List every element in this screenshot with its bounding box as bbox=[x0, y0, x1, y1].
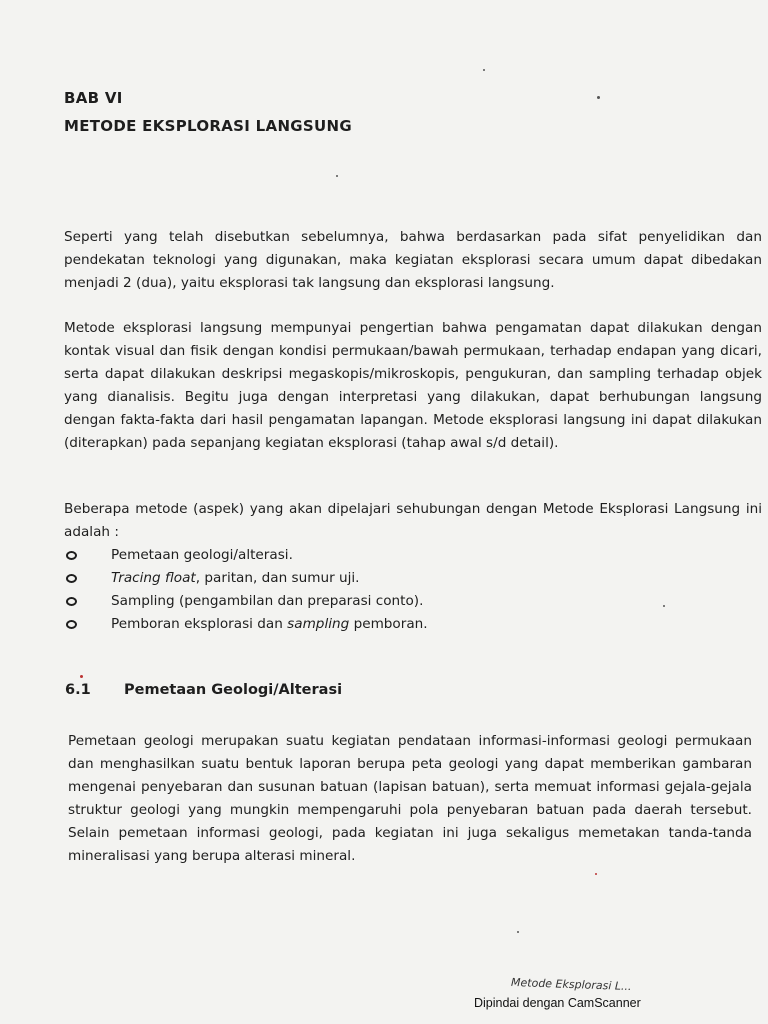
chapter-label: BAB VI bbox=[64, 89, 123, 107]
intro-paragraph-3: Beberapa metode (aspek) yang akan dipelajari sehubungan dengan Metode Eksplorasi Langsung ini adalah : bbox=[64, 501, 762, 540]
list-item-text bbox=[111, 613, 428, 636]
intro-paragraph-1: Seperti yang telah disebutkan sebelumnya, bahwa berdasarkan pada sifat penyelidikan dan pendekatan teknologi yang digunakan, maka kegiatan eksplorasi secara umum dapat dibedakan menjadi 2 (dua), yaitu eksplorasi tak langsung dan eksplorasi langsung. bbox=[64, 229, 762, 291]
list-item-text bbox=[111, 567, 360, 590]
list-item bbox=[64, 590, 484, 613]
list-item-text: Pemetaan geologi/alterasi. bbox=[111, 547, 293, 563]
intro-paragraph-2: Metode eksplorasi langsung mempunyai pengertian bahwa pengamatan dapat dilakukan dengan kontak visual dan fisik dengan kondisi permukaan/bawah permukaan, terhadap endapan yang dicari, serta dapat dilakukan deskripsi megaskopis/mikroskopis, pengukuran, dan sampling terhadap objek yang dianalisis. Begitu juga dengan interpretasi yang dilakukan, dapat berhubungan langsung dengan fakta-fakta dari hasil pengamatan lapangan. Metode eksplorasi langsung ini dapat dilakukan (diterapkan) pada sepanjang kegiatan eksplorasi (tahap awal s/d detail). bbox=[64, 320, 762, 451]
list-item bbox=[64, 613, 484, 636]
scan-speck bbox=[595, 873, 597, 875]
list-item-lead: Pemboran eksplorasi dan bbox=[111, 616, 288, 632]
list-item bbox=[64, 567, 484, 590]
list-item-rest: , paritan, dan sumur uji. bbox=[195, 570, 360, 586]
scan-speck bbox=[517, 931, 519, 933]
section-number: 6.1 bbox=[65, 682, 91, 698]
bullet-circle-icon bbox=[66, 620, 77, 629]
chapter-title: METODE EKSPLORASI LANGSUNG bbox=[64, 117, 352, 135]
scan-speck bbox=[80, 675, 83, 678]
list-item bbox=[64, 544, 484, 567]
scan-speck bbox=[597, 96, 600, 99]
list-item-italic: sampling bbox=[287, 616, 350, 632]
methods-list bbox=[64, 544, 484, 636]
bullet-circle-icon bbox=[66, 551, 77, 560]
bullet-circle-icon bbox=[66, 597, 77, 606]
running-footer-title: Metode Eksplorasi L... bbox=[510, 975, 632, 994]
scan-speck bbox=[483, 69, 485, 71]
section-title: Pemetaan Geologi/Alterasi bbox=[124, 682, 343, 698]
list-item-italic: Tracing float bbox=[111, 570, 196, 586]
list-item-text: Sampling (pengambilan dan preparasi conto). bbox=[111, 593, 424, 609]
scanner-watermark: Dipindai dengan CamScanner bbox=[474, 996, 641, 1010]
bullet-circle-icon bbox=[66, 574, 77, 583]
scan-speck bbox=[336, 175, 338, 177]
scan-speck bbox=[663, 605, 665, 607]
section-paragraph: Pemetaan geologi merupakan suatu kegiatan pendataan informasi-informasi geologi permukaan dan menghasilkan suatu bentuk laporan berupa peta geologi yang dapat memberikan gambaran mengenai penyebaran dan susunan batuan (lapisan batuan), serta memuat informasi gejala-gejala struktur geologi yang mungkin mempengaruhi pola penyebaran batuan pada daerah tersebut. Selain pemetaan informasi geologi, pada kegiatan ini juga sekaligus memetakan tanda-tanda mineralisasi yang berupa alterasi mineral. bbox=[68, 733, 752, 864]
list-item-rest: pemboran. bbox=[349, 616, 428, 632]
